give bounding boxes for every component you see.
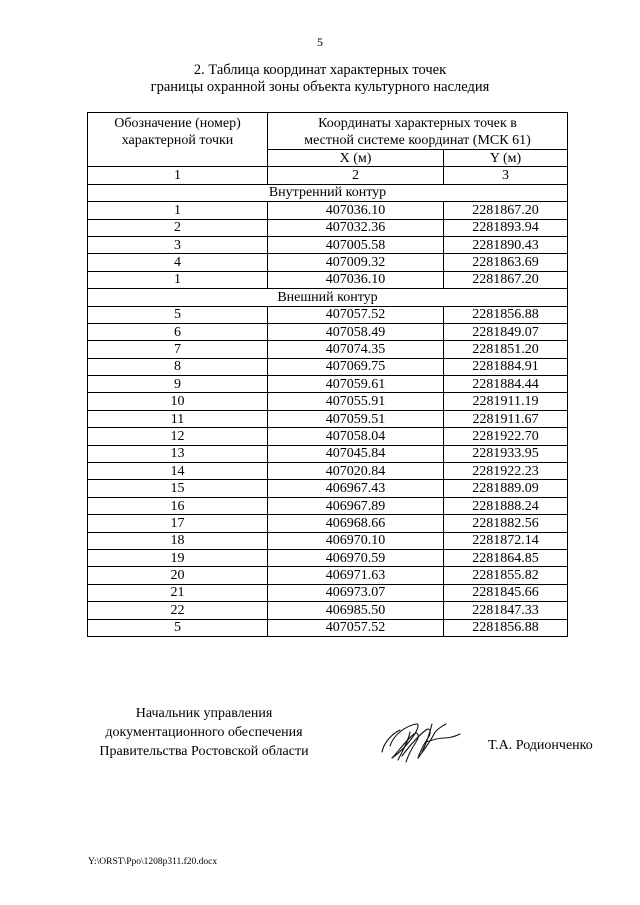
cell-x: 407020.84 xyxy=(268,463,444,480)
cell-x: 406970.10 xyxy=(268,532,444,549)
table-row xyxy=(88,463,568,480)
cell-point: 16 xyxy=(88,497,268,514)
coordinates-table xyxy=(87,112,568,637)
table-row xyxy=(88,410,568,427)
table-row xyxy=(88,271,568,288)
table-title-line1: 2. Таблица координат характерных точек xyxy=(193,62,447,78)
cell-y: 2281845.66 xyxy=(444,584,568,601)
table-row xyxy=(88,515,568,532)
signer-name: Т.А. Родионченко xyxy=(488,738,593,753)
table-row xyxy=(88,532,568,549)
cell-point: 17 xyxy=(88,515,268,532)
cell-point: 15 xyxy=(88,480,268,497)
header-y: Y (м) xyxy=(444,150,568,167)
column-number: 1 xyxy=(88,167,268,184)
section-title: Внешний контур xyxy=(88,289,568,306)
page-number: 5 xyxy=(317,35,323,49)
cell-point: 12 xyxy=(88,428,268,445)
cell-point: 6 xyxy=(88,323,268,340)
cell-x: 406970.59 xyxy=(268,549,444,566)
file-path: Y:\ORST\Ppo\1208p311.f20.docx xyxy=(88,857,218,867)
cell-point: 19 xyxy=(88,549,268,566)
cell-y: 2281851.20 xyxy=(444,341,568,358)
cell-y: 2281884.44 xyxy=(444,376,568,393)
table-row xyxy=(88,341,568,358)
table-row xyxy=(88,236,568,253)
table-row xyxy=(88,306,568,323)
cell-y: 2281847.33 xyxy=(444,602,568,619)
cell-y: 2281890.43 xyxy=(444,236,568,253)
cell-x: 407009.32 xyxy=(268,254,444,271)
header-x: X (м) xyxy=(268,150,444,167)
cell-y: 2281922.23 xyxy=(444,463,568,480)
cell-y: 2281933.95 xyxy=(444,445,568,462)
table-row xyxy=(88,567,568,584)
cell-point: 5 xyxy=(88,619,268,636)
cell-point: 2 xyxy=(88,219,268,236)
cell-x: 407005.58 xyxy=(268,236,444,253)
cell-point: 7 xyxy=(88,341,268,358)
cell-y: 2281911.67 xyxy=(444,410,568,427)
cell-x: 407057.52 xyxy=(268,619,444,636)
signer-position-line1: Начальник управления xyxy=(135,706,273,721)
table-row xyxy=(88,376,568,393)
table-title xyxy=(0,62,640,96)
section-header-row xyxy=(88,289,568,306)
cell-y: 2281849.07 xyxy=(444,323,568,340)
cell-point: 1 xyxy=(88,271,268,288)
cell-point: 1 xyxy=(88,202,268,219)
cell-x: 406967.43 xyxy=(268,480,444,497)
cell-x: 407036.10 xyxy=(268,202,444,219)
cell-point: 10 xyxy=(88,393,268,410)
cell-y: 2281856.88 xyxy=(444,306,568,323)
cell-y: 2281893.94 xyxy=(444,219,568,236)
cell-x: 407036.10 xyxy=(268,271,444,288)
cell-x: 407069.75 xyxy=(268,358,444,375)
cell-point: 18 xyxy=(88,532,268,549)
cell-y: 2281882.56 xyxy=(444,515,568,532)
cell-y: 2281856.88 xyxy=(444,619,568,636)
table-row xyxy=(88,428,568,445)
column-number: 2 xyxy=(268,167,444,184)
table-row xyxy=(88,619,568,636)
section-header-row xyxy=(88,184,568,201)
cell-point: 13 xyxy=(88,445,268,462)
table-row xyxy=(88,549,568,566)
table-row xyxy=(88,445,568,462)
cell-point: 5 xyxy=(88,306,268,323)
column-number: 3 xyxy=(444,167,568,184)
cell-y: 2281864.85 xyxy=(444,549,568,566)
handwritten-signature xyxy=(372,712,464,770)
cell-point: 4 xyxy=(88,254,268,271)
signature-block xyxy=(84,704,324,761)
cell-y: 2281922.70 xyxy=(444,428,568,445)
cell-y: 2281855.82 xyxy=(444,567,568,584)
table-row xyxy=(88,254,568,271)
cell-x: 407045.84 xyxy=(268,445,444,462)
cell-point: 21 xyxy=(88,584,268,601)
cell-x: 406971.63 xyxy=(268,567,444,584)
signer-position-line3: Правительства Ростовской области xyxy=(99,744,309,759)
cell-y: 2281884.91 xyxy=(444,358,568,375)
table-row xyxy=(88,393,568,410)
table-title-line2: границы охранной зоны объекта культурного наследия xyxy=(150,79,490,95)
cell-x: 406967.89 xyxy=(268,497,444,514)
table-row xyxy=(88,323,568,340)
signer-position-line2: документационного обеспечения xyxy=(105,725,303,740)
cell-x: 407057.52 xyxy=(268,306,444,323)
cell-point: 3 xyxy=(88,236,268,253)
cell-y: 2281867.20 xyxy=(444,271,568,288)
table-body xyxy=(88,184,568,636)
cell-y: 2281872.14 xyxy=(444,532,568,549)
cell-y: 2281863.69 xyxy=(444,254,568,271)
table-row xyxy=(88,202,568,219)
cell-point: 8 xyxy=(88,358,268,375)
table-row xyxy=(88,584,568,601)
cell-x: 407058.49 xyxy=(268,323,444,340)
table-row xyxy=(88,219,568,236)
cell-y: 2281889.09 xyxy=(444,480,568,497)
table-row xyxy=(88,480,568,497)
cell-x: 407055.91 xyxy=(268,393,444,410)
table-row xyxy=(88,358,568,375)
cell-point: 20 xyxy=(88,567,268,584)
cell-y: 2281888.24 xyxy=(444,497,568,514)
cell-y: 2281867.20 xyxy=(444,202,568,219)
cell-point: 11 xyxy=(88,410,268,427)
cell-x: 406985.50 xyxy=(268,602,444,619)
cell-x: 407032.36 xyxy=(268,219,444,236)
cell-x: 407074.35 xyxy=(268,341,444,358)
cell-x: 407059.61 xyxy=(268,376,444,393)
cell-x: 407058.04 xyxy=(268,428,444,445)
table-row xyxy=(88,602,568,619)
cell-y: 2281911.19 xyxy=(444,393,568,410)
cell-x: 407059.51 xyxy=(268,410,444,427)
cell-point: 9 xyxy=(88,376,268,393)
section-title: Внутренний контур xyxy=(88,184,568,201)
cell-point: 22 xyxy=(88,602,268,619)
header-coordinates-group: Координаты характерных точек в местной системе координат (МСК 61) xyxy=(268,113,568,150)
cell-point: 14 xyxy=(88,463,268,480)
cell-x: 406968.66 xyxy=(268,515,444,532)
table-row xyxy=(88,497,568,514)
cell-x: 406973.07 xyxy=(268,584,444,601)
header-point-designation: Обозначение (номер) характерной точки xyxy=(88,113,268,167)
